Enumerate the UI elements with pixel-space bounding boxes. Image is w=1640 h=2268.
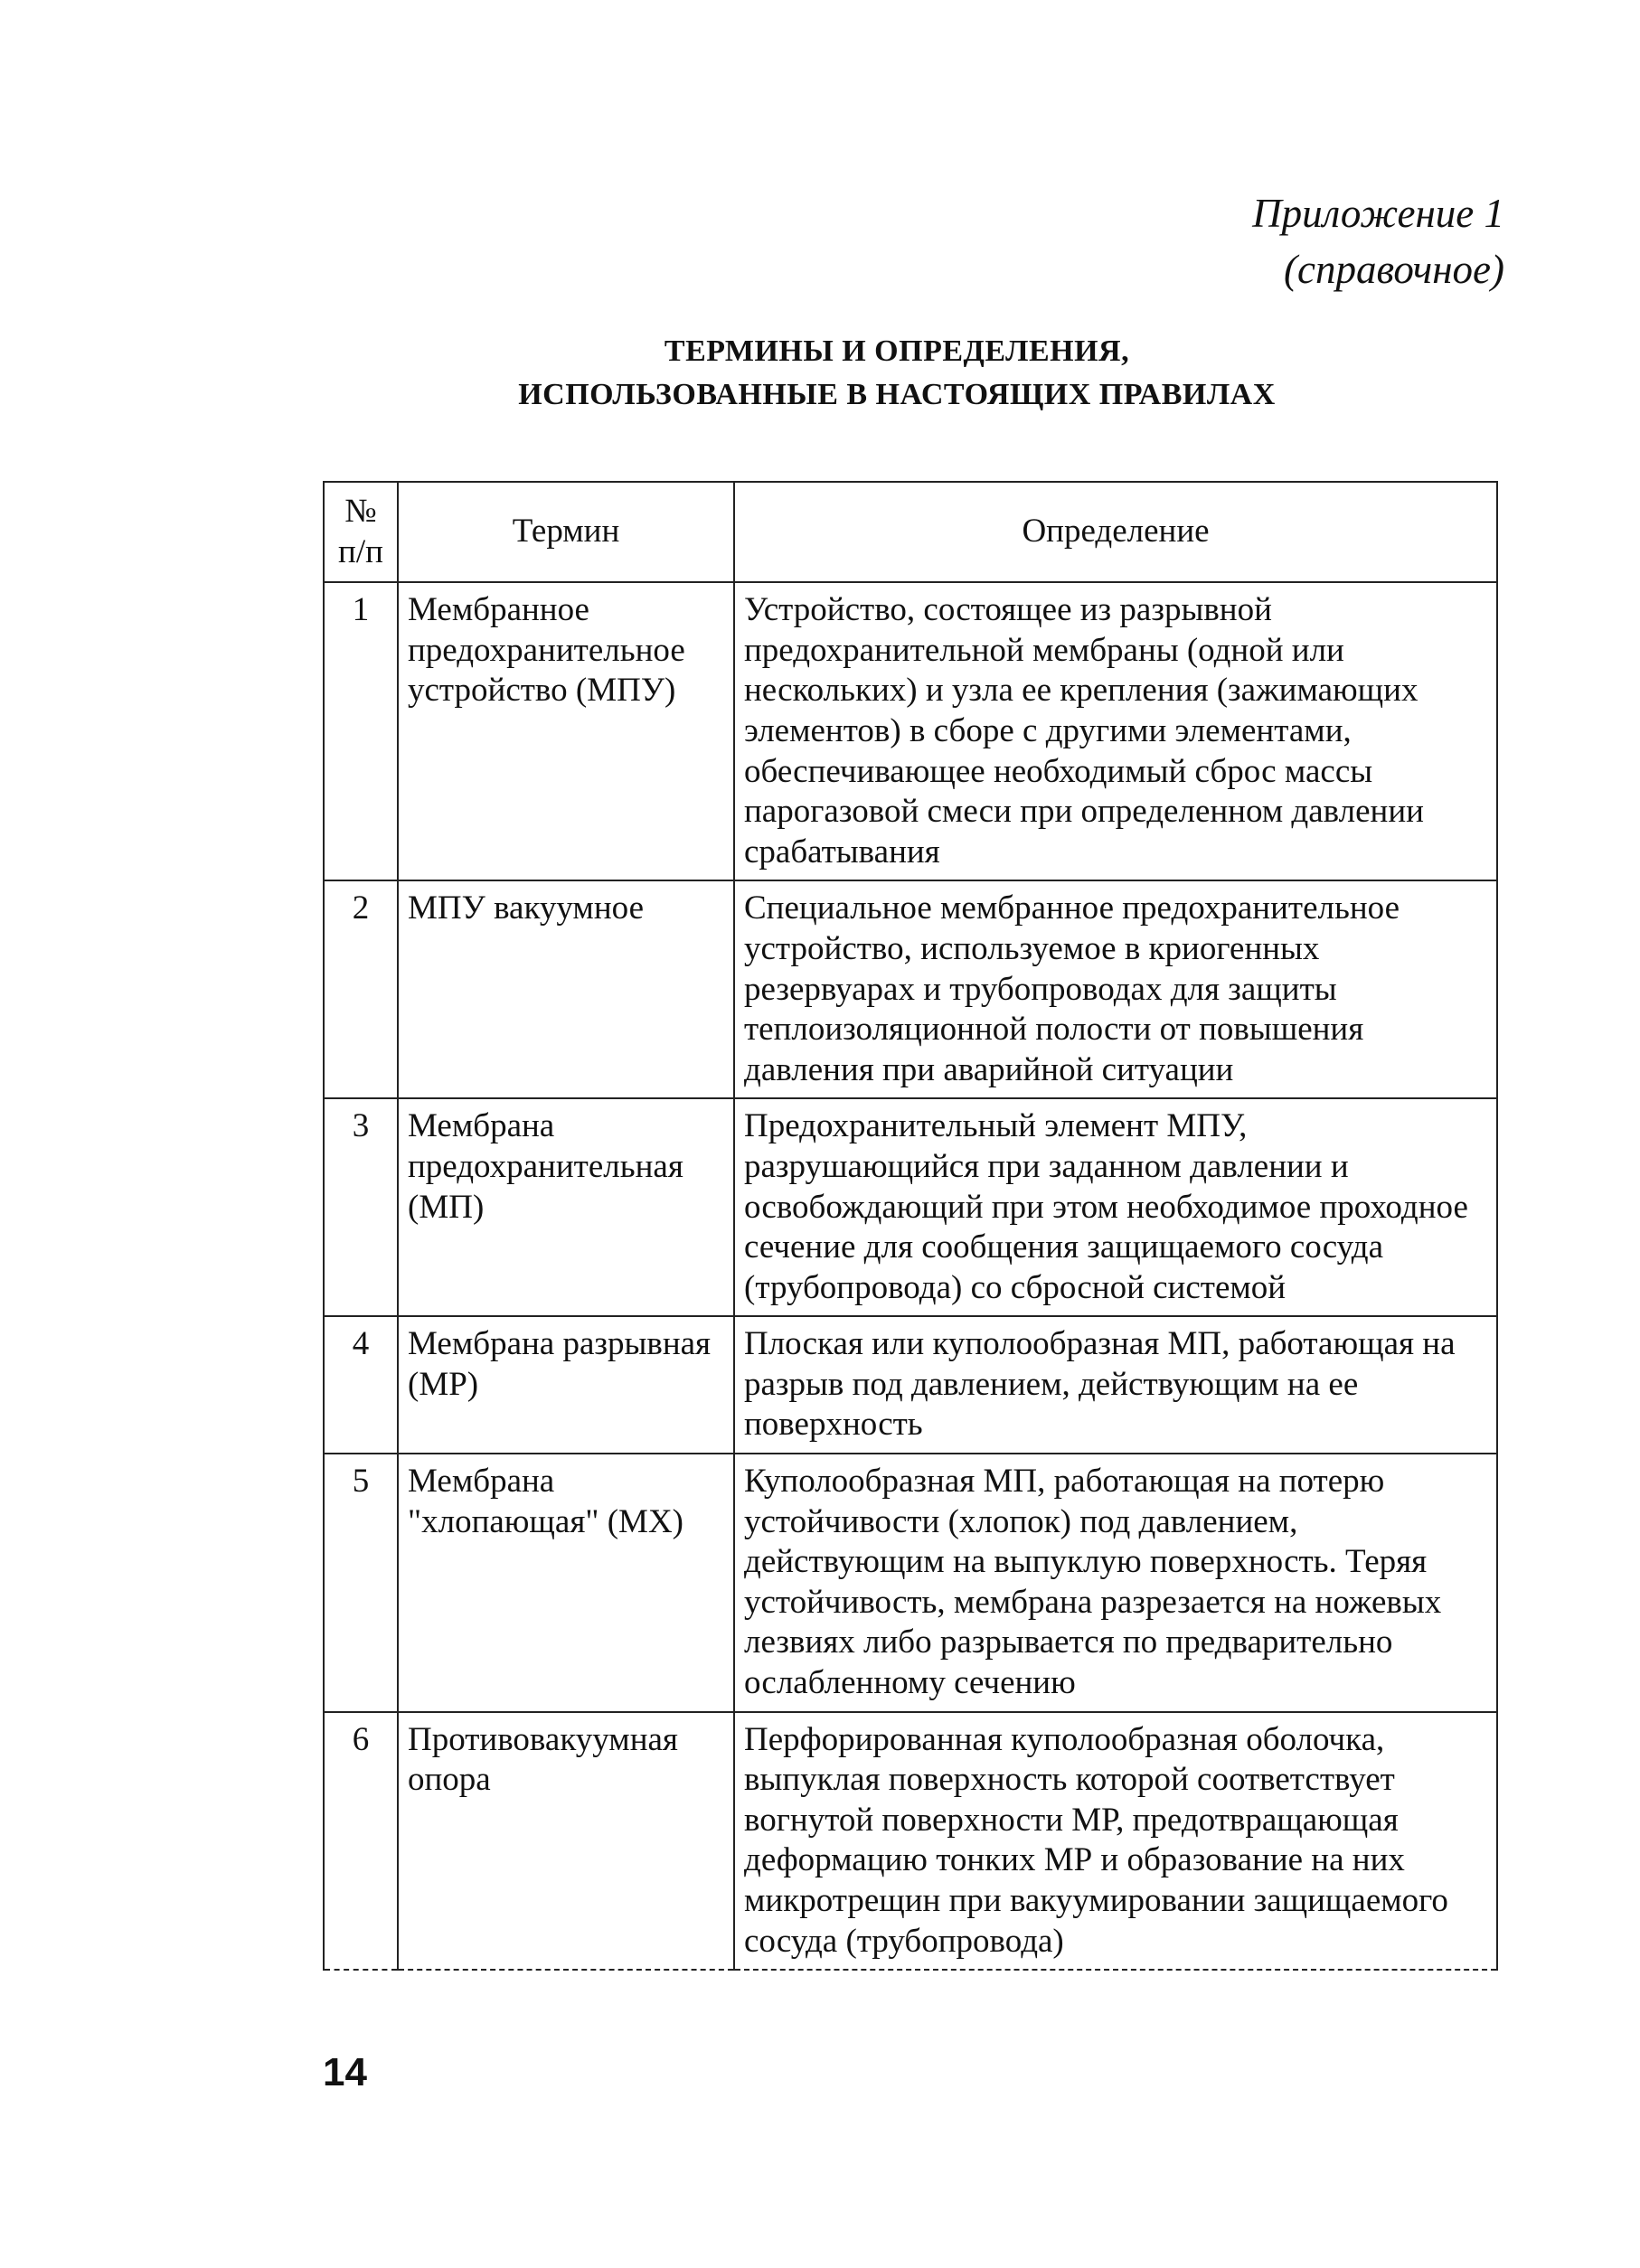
header-number-symbol: № — [344, 493, 377, 530]
table-row — [324, 1316, 1497, 1454]
row-number: 5 — [324, 1454, 398, 1712]
page-title — [0, 330, 1640, 417]
row-definition: Специальное мембранное предохранительное устройство, используемое в криогенных резервуарах и трубопроводах для защиты теплоизоляционной полости от повышения давления при аварийной ситуации — [734, 880, 1497, 1098]
row-term: Мембрана разрывная (МР) — [398, 1316, 734, 1454]
row-definition: Устройство, состоящее из разрывной предохранительной мембраны (одной или нескольких) и узла ее крепления (зажимающих элементов) в сборе с другими элементами, обеспечивающее необходимый сброс массы парогазовой смеси при определенном давлении срабатывания — [734, 582, 1497, 880]
page-number: 14 — [323, 2050, 367, 2094]
row-definition: Плоская или куполообразная МП, работающая на разрыв под давлением, действующим на ее поверхность — [734, 1316, 1497, 1454]
page-title-line-1: ТЕРМИНЫ И ОПРЕДЕЛЕНИЯ, — [664, 334, 1130, 368]
table-row — [324, 1712, 1497, 1971]
table-row — [324, 880, 1497, 1098]
row-definition: Перфорированная куполообразная оболочка, выпуклая поверхность которой соответствует вогнутой поверхности МР, предотвращающая деформацию тонких МР и образование на них микротрещин при вакуумировании защищаемого сосуда (трубопровода) — [734, 1712, 1497, 1971]
row-term: Мембрана предохранительная (МП) — [398, 1098, 734, 1316]
row-definition: Предохранительный элемент МПУ, разрушающийся при заданном давлении и освобождающий при этом необходимое проходное сечение для сообщения защищаемого сосуда (трубопровода) со сбросной системой — [734, 1098, 1497, 1316]
table-row — [324, 1098, 1497, 1316]
header-definition: Определение — [734, 482, 1497, 582]
appendix-number: Приложение 1 — [1252, 191, 1504, 236]
row-number: 4 — [324, 1316, 398, 1454]
row-number: 3 — [324, 1098, 398, 1316]
row-number: 2 — [324, 880, 398, 1098]
header-number-abbr: п/п — [338, 532, 383, 570]
row-term: Противовакуумная опора — [398, 1712, 734, 1971]
terms-table — [323, 481, 1498, 1971]
table-row — [324, 1454, 1497, 1712]
row-term: Мембранное предохранительное устройство (МПУ) — [398, 582, 734, 880]
table-header-row — [324, 482, 1497, 582]
appendix-type: (справочное) — [1284, 247, 1504, 292]
row-number: 1 — [324, 582, 398, 880]
header-number — [324, 482, 398, 582]
row-term: МПУ вакуумное — [398, 880, 734, 1098]
row-term: Мембрана "хлопающая" (МХ) — [398, 1454, 734, 1712]
row-definition: Куполообразная МП, работающая на потерю устойчивости (хлопок) под давлением, действующим на выпуклую поверхность. Теряя устойчивость, мембрана разрезается на ножевых лезвиях либо разрывается по предварительно ослабленному сечению — [734, 1454, 1497, 1712]
appendix-label — [1252, 185, 1504, 297]
row-number: 6 — [324, 1712, 398, 1971]
header-term: Термин — [398, 482, 734, 582]
table-row — [324, 582, 1497, 880]
page-title-line-2: ИСПОЛЬЗОВАННЫЕ В НАСТОЯЩИХ ПРАВИЛАХ — [518, 378, 1276, 411]
